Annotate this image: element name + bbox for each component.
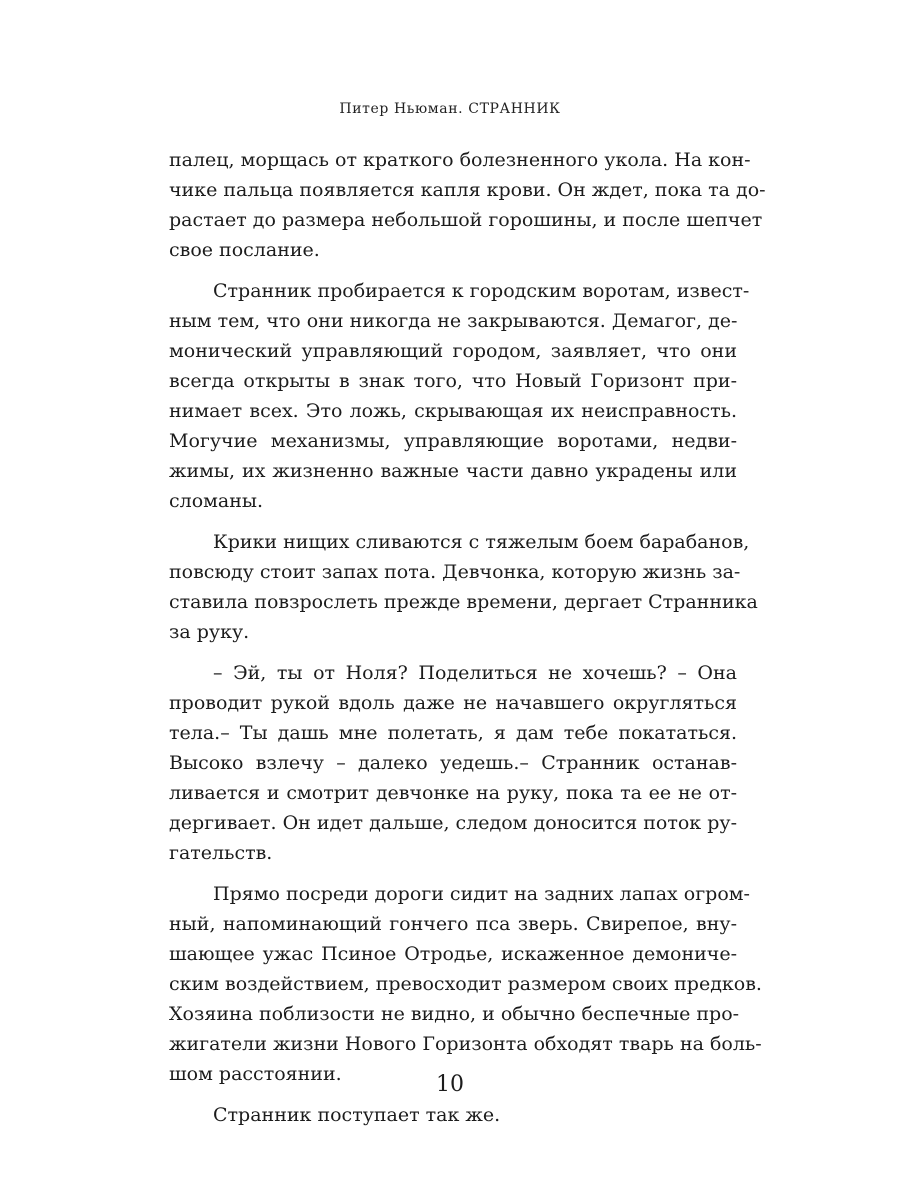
text-line: нимает всех. Это ложь, скрывающая их неисправность.	[169, 400, 737, 422]
text-line: палец, морщась от краткого болезненного укола. На кон-	[169, 149, 751, 171]
page-number: 10	[436, 1072, 464, 1097]
paragraph-4	[169, 658, 737, 868]
text-line: Странник поступает так же.	[213, 1104, 501, 1126]
text-line: сломаны.	[169, 490, 264, 512]
paragraph-6	[169, 1100, 737, 1130]
text-line: свое послание.	[169, 239, 320, 261]
text-line: Могучие механизмы, управляющие воротами, недви-	[169, 430, 737, 452]
text-line: ливается и смотрит девчонке на руку, пока та ее не от-	[169, 782, 737, 804]
text-line: жигатели жизни Нового Горизонта обходят тварь на боль-	[169, 1033, 762, 1055]
running-head: Питер Ньюман. СТРАННИК	[339, 101, 561, 117]
text-line: Высоко взлечу – далеко уедешь.– Странник останав-	[169, 752, 737, 774]
text-line: Прямо посреди дороги сидит на задних лапах огром-	[213, 883, 750, 905]
text-line: ским воздействием, превосходит размером своих предков.	[169, 973, 762, 995]
text-line: Странник пробирается к городским воротам, извест-	[213, 280, 750, 302]
text-line: – Эй, ты от Ноля? Поделиться не хочешь? – Она	[213, 662, 737, 684]
text-line: всегда открыты в знак того, что Новый Горизонт при-	[169, 370, 737, 392]
text-line: дергивает. Он идет дальше, следом доносится поток ру-	[169, 812, 737, 834]
text-line: ным тем, что они никогда не закрываются. Демагог, де-	[169, 310, 738, 332]
text-line: ставила повзрослеть прежде времени, дергает Странника	[169, 591, 758, 613]
text-line: ный, напоминающий гончего пса зверь. Свирепое, вну-	[169, 913, 737, 935]
text-line: растает до размера небольшой горошины, и после шепчет	[169, 209, 763, 231]
text-line: тела.– Ты дашь мне полетать, я дам тебе покататься.	[169, 722, 737, 744]
text-line: гательств.	[169, 842, 273, 864]
text-line: повсюду стоит запах пота. Девчонка, которую жизнь за-	[169, 561, 741, 583]
paragraph-1	[169, 145, 766, 265]
text-line: проводит рукой вдоль даже не начавшего округляться	[169, 692, 737, 714]
text-line: за руку.	[169, 621, 250, 643]
text-line: монический управляющий городом, заявляет, что они	[169, 340, 737, 362]
body-text	[169, 145, 766, 1141]
paragraph-3	[169, 527, 758, 647]
paragraph-2	[169, 276, 750, 516]
text-line: жимы, их жизненно важные части давно украдены или	[169, 460, 737, 482]
text-line: Крики нищих сливаются с тяжелым боем барабанов,	[213, 531, 750, 553]
text-line: Хозяина поблизости не видно, и обычно беспечные про-	[169, 1003, 740, 1025]
text-line: чике пальца появляется капля крови. Он ждет, пока та до-	[169, 179, 766, 201]
text-line: шающее ужас Псиное Отродье, искаженное демониче-	[169, 943, 737, 965]
text-line: шом расстоянии.	[169, 1063, 342, 1085]
paragraph-5	[169, 879, 762, 1089]
